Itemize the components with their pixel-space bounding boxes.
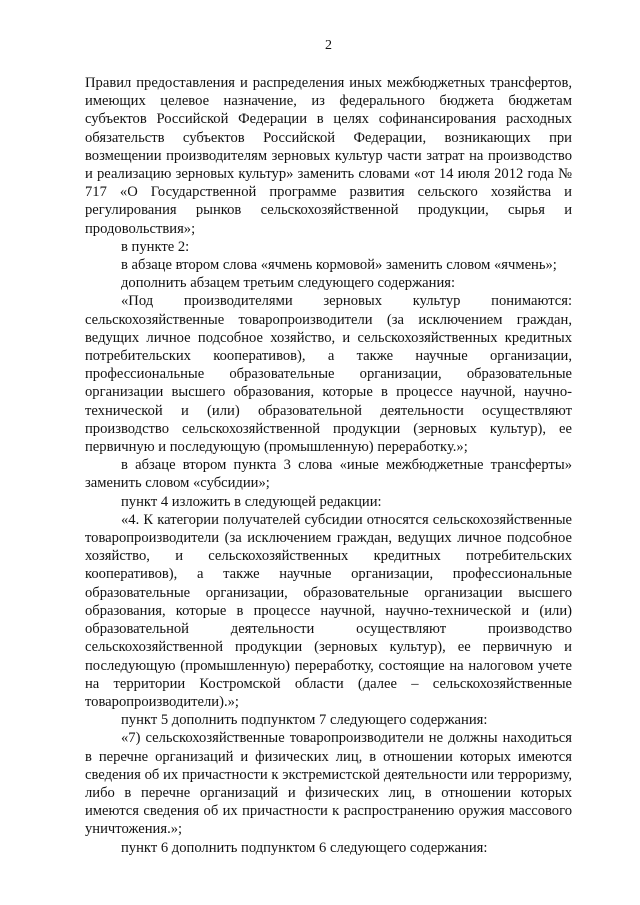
- page-number: 2: [325, 38, 332, 53]
- paragraph-item-3-amendment: в абзаце втором пункта 3 слова «иные межбюджетные трансферты» заменить словом «субсидии»;: [85, 457, 572, 492]
- paragraph-item-2: в пункте 2:: [121, 238, 190, 255]
- paragraph-subitem-7: «7) сельскохозяйственные товаропроизводители не должны находиться в перечне организаций и физических лиц, в отношении которых имеются сведения об их причастности к экстремистской деятельности или терроризму, либо в перечне организаций и физических лиц, в отношении которых имеются сведения об их причастности к распространению оружия массового уничтожения.»;: [85, 730, 572, 838]
- paragraph-barley-amendment: в абзаце втором слова «ячмень кормовой» заменить словом «ячмень»;: [121, 257, 557, 274]
- paragraph-item-5-intro: пункт 5 дополнить подпунктом 7 следующего содержания:: [121, 712, 488, 729]
- paragraph-item-4-intro: пункт 4 изложить в следующей редакции:: [121, 493, 382, 510]
- paragraph-add-third: дополнить абзацем третьим следующего содержания:: [121, 275, 456, 292]
- paragraph-continuation: Правил предоставления и распределения иных межбюджетных трансфертов, имеющих целевое назначение, из федерального бюджета бюджетам субъектов Российской Федерации в целях софинансирования расходных обязательств субъектов Российской Федерации, возникающих при возмещении производителям зерновых культур части затрат на производство и реализацию зерновых культур» заменить словами «от 14 июля 2012 года № 717 «О Государственной программе развития сельского хозяйства и регулирования рынков сельскохозяйственной продукции, сырья и продовольствия»;: [85, 75, 572, 237]
- paragraph-item-6-intro: пункт 6 дополнить подпунктом 6 следующего содержания:: [121, 839, 488, 856]
- document-body: [85, 74, 572, 857]
- paragraph-item-4-text: «4. К категории получателей субсидии относятся сельскохозяйственные товаропроизводители (за исключением граждан, ведущих личное подсобное хозяйство, и сельскохозяйственных кредитных потребительских кооперативов), а также научные организации, профессиональные образовательные организации, образовательные организации высшего образования, которые в процессе научной, научно-технической и (или) образовательной деятельности осуществляют производство сельскохозяйственной продукции (зерновых культур), ее первичную и последующую (промышленную) переработку, состоящие на налоговом учете на территории Костромской области (далее – сельскохозяйственные товаропроизводители).»;: [85, 511, 572, 710]
- paragraph-producers-definition: «Под производителями зерновых культур понимаются: сельскохозяйственные товаропроизводители (за исключением граждан, ведущих личное подсобное хозяйство, и сельскохозяйственных кредитных потребительских кооперативов), а также научные организации, профессиональные образовательные организации, образовательные организации высшего образования, которые в процессе научной, научно-технической и (или) образовательной деятельности осуществляют производство сельскохозяйственной продукции (зерновых культур), ее первичную и последующую (промышленную) переработку.»;: [85, 293, 572, 456]
